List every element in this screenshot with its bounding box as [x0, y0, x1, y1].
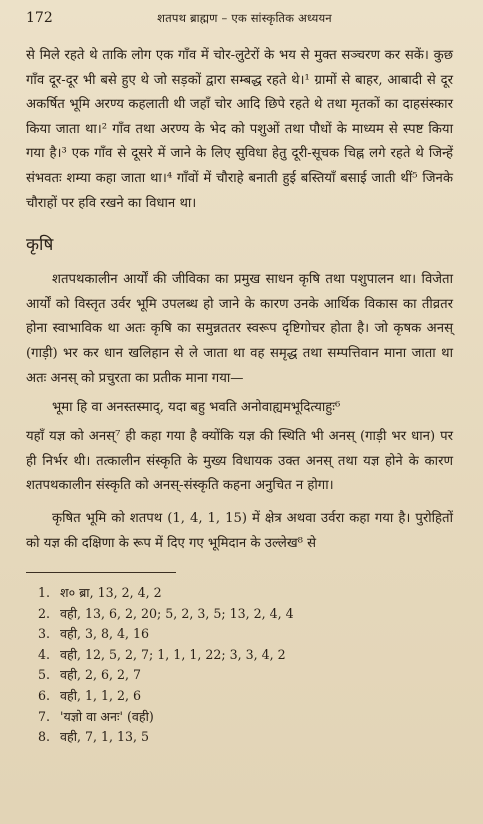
footnote-number: 4. [37, 646, 50, 662]
footnote-text: वही, 2, 6, 2, 7 [60, 667, 142, 683]
section-heading-agriculture: कृषि [26, 235, 54, 256]
paragraph-villages: से मिले रहते थे ताकि लोग एक गाँव में चोर-लुटेरों के भय से मुक्त सञ्चरण कर सकें। कुछ गाँव दूर-दूर भी बसे हुए थे जो सड़कों द्वारा सम्बद्ध रहते थे।¹ ग्रामों से बाहर, आबादी से दूर अकर्षित भूमि अरण्य कहलाती थी जहाँ चोर आदि छिपे रहते थे तथा मृतकों का दाहसंस्कार किया जाता था।² गाँव तथा अरण्य के भेद को पशुओं तथा पौधों के माध्यम से स्पष्ट किया गया है।³ एक गाँव से दूसरे में जाने के लिए सुविधा हेतु दूरी-सूचक चिह्न लगे रहते थे जिन्हें संभवतः शम्या कहा जाता था।⁴ गाँवों में चौराहे बनाती हुई बस्तियाँ बसाई जाती थीं⁵ जिनके चौराहों पर हवि रखने का विधान था। [26, 48, 453, 211]
footnote [26, 645, 453, 666]
footnote [26, 665, 453, 686]
paragraph-anas-culture: यहाँ यज्ञ को अनस्⁷ ही कहा गया है क्योंकि यज्ञ की स्थिति भी अनस् (गाड़ी भर धान) पर ही निर्भर थी। तत्कालीन संस्कृति के मुख्य विधायक उक्त अनस् तथा यज्ञ होने के कारण शतपथकालीन संस्कृति को अनस्-संस्कृति कहना अनुचित न होगा। [26, 429, 453, 494]
footnote-number: 7. [37, 708, 50, 724]
footnote-text: वही, 12, 5, 2, 7; 1, 1, 1, 22; 3, 3, 4, 2 [60, 646, 286, 662]
footnote-text: वही, 1, 1, 2, 6 [60, 688, 142, 704]
footnote-divider [26, 572, 176, 573]
paragraph-livelihood: शतपथकालीन आर्यों की जीविका का प्रमुख साधन कृषि तथा पशुपालन था। विजेता आर्यों को विस्तृत उर्वर भूमि उपलब्ध हो जाने के कारण उनके आर्थिक विकास का तीव्रतर होना स्वाभाविक था अतः कृषि का समुन्नततर स्वरूप दृष्टिगोचर होता है। जो कृषक अनस् (गाड़ी) भर कर धान खलिहान से ले जाता था वह समृद्ध तथा सम्पत्तिवान माना जाता था अतः अनस् को प्रचुरता का प्रतीक माना गया— [26, 272, 453, 386]
footnote [26, 624, 453, 645]
sanskrit-quote: भूमा हि वा अनस्तस्माद्, यदा बहु भवति अनोवाह्यमभूदित्याहुः⁶ [52, 400, 341, 416]
footnote-number: 1. [37, 585, 50, 601]
footnote [26, 686, 453, 707]
footnote-number: 3. [37, 626, 50, 642]
footnote-text: श० ब्रा, 13, 2, 4, 2 [60, 585, 162, 601]
footnote-number: 6. [37, 688, 50, 704]
page-number: 172 [26, 10, 53, 26]
footnote [26, 583, 453, 604]
footnote-text: वही, 7, 1, 13, 5 [60, 729, 150, 745]
footnote-number: 2. [37, 605, 50, 621]
footnote-number: 5. [37, 667, 50, 683]
footnote [26, 727, 453, 748]
running-title: शतपथ ब्राह्मण – एक सांस्कृतिक अध्ययन [157, 11, 332, 25]
footnotes-list [26, 583, 453, 748]
paragraph-cultivated-land: कृषित भूमि को शतपथ (1, 4, 1, 15) में क्षेत्र अथवा उर्वरा कहा गया है। पुरोहितों को यज्ञ की दक्षिणा के रूप में दिए गए भूमिदान के उल्लेख⁸ से [26, 510, 453, 551]
footnote [26, 604, 453, 625]
footnote-text: वही, 3, 8, 4, 16 [60, 626, 150, 642]
footnote-number: 8. [37, 729, 50, 745]
page-header [26, 10, 453, 32]
footnote-text: वही, 13, 6, 2, 20; 5, 2, 3, 5; 13, 2, 4, 4 [60, 605, 294, 621]
footnote [26, 707, 453, 728]
footnote-text: 'यज्ञो वा अनः' (वही) [60, 708, 154, 724]
